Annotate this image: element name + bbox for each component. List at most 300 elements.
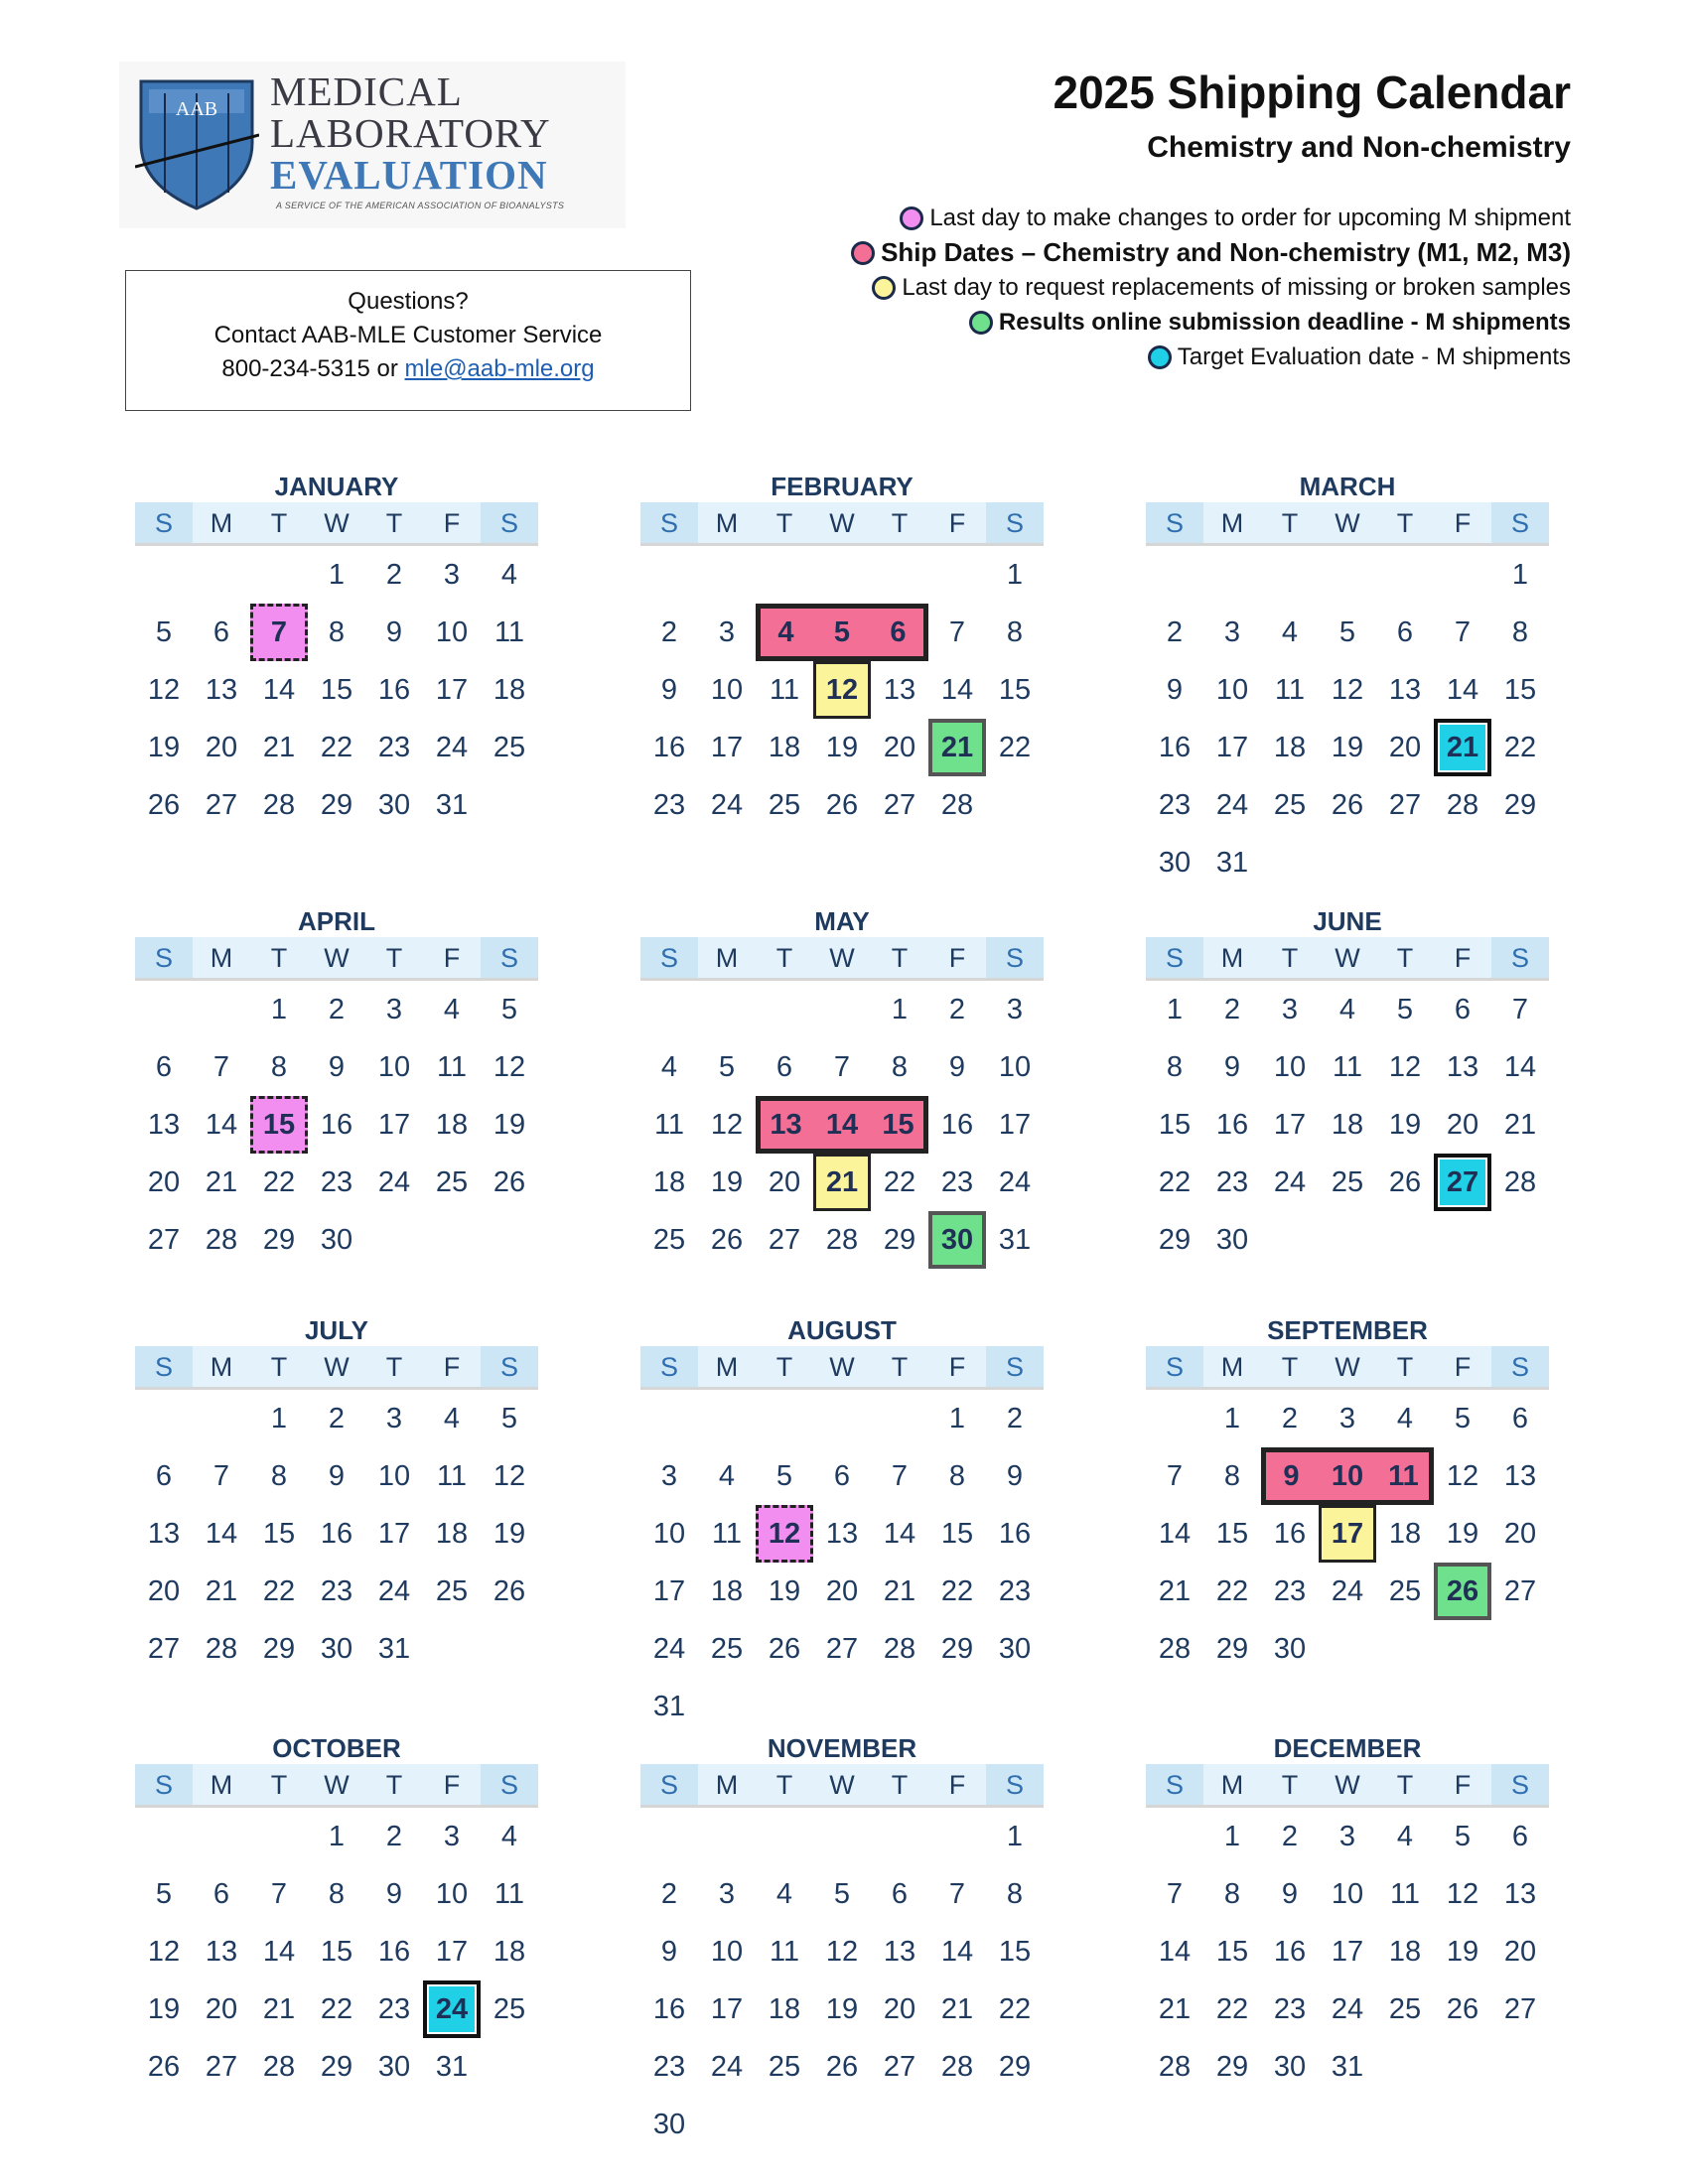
weekday-label: M bbox=[715, 1770, 739, 1800]
empty-cell bbox=[481, 1211, 538, 1269]
day-grid bbox=[135, 1390, 538, 1678]
day-cell: 28 bbox=[262, 2051, 296, 2083]
weekday-header bbox=[640, 502, 1044, 546]
day-cell: 8 bbox=[328, 616, 346, 648]
day-cell: 16 bbox=[1158, 732, 1192, 763]
day-cell: 30 bbox=[1273, 1633, 1307, 1665]
day-cell: 16 bbox=[1215, 1109, 1249, 1141]
day-cell: 28 bbox=[205, 1633, 238, 1665]
day-cell: 23 bbox=[652, 2051, 686, 2083]
day-cell: 6 bbox=[1396, 616, 1414, 648]
weekday-label: M bbox=[715, 508, 739, 538]
day-cell: 27 bbox=[205, 789, 238, 821]
weekday-label: F bbox=[1454, 1352, 1472, 1382]
day-grid bbox=[135, 981, 538, 1269]
empty-cell bbox=[640, 981, 698, 1038]
day-cell-red: 4 bbox=[756, 604, 813, 661]
svg-text:AAB: AAB bbox=[175, 98, 218, 120]
weekday-label: S bbox=[640, 937, 698, 978]
weekday-label: S bbox=[640, 1346, 698, 1387]
weekday-label: M bbox=[210, 943, 233, 973]
day-cell: 14 bbox=[205, 1518, 238, 1550]
weekday-label: S bbox=[1146, 502, 1203, 543]
week-row bbox=[640, 776, 1044, 834]
empty-cell bbox=[756, 1678, 813, 1735]
day-cell: 3 bbox=[385, 1403, 403, 1434]
day-cell: 15 bbox=[940, 1518, 974, 1550]
day-cell: 5 bbox=[833, 1878, 851, 1910]
empty-cell bbox=[423, 1211, 481, 1269]
day-cell: 4 bbox=[775, 1878, 793, 1910]
day-cell: 27 bbox=[147, 1224, 181, 1256]
day-cell-yellow: 12 bbox=[813, 661, 871, 719]
empty-cell bbox=[1261, 1211, 1319, 1269]
day-cell: 1 bbox=[948, 1403, 966, 1434]
empty-cell bbox=[756, 981, 813, 1038]
day-cell: 29 bbox=[262, 1224, 296, 1256]
day-cell: 7 bbox=[1166, 1460, 1184, 1492]
weekday-label: T bbox=[270, 1352, 288, 1382]
empty-cell bbox=[928, 1808, 986, 1865]
day-cell: 16 bbox=[1273, 1936, 1307, 1968]
day-cell: 19 bbox=[825, 732, 859, 763]
day-cell: 6 bbox=[775, 1051, 793, 1083]
day-cell: 4 bbox=[500, 1821, 518, 1852]
day-cell: 7 bbox=[1166, 1878, 1184, 1910]
legend-label: Last day to make changes to order for upcoming M shipment bbox=[929, 204, 1571, 231]
week-row bbox=[1146, 1211, 1549, 1269]
week-row bbox=[640, 719, 1044, 776]
day-cell: 18 bbox=[1388, 1518, 1422, 1550]
weekday-label: S bbox=[481, 1764, 538, 1805]
day-cell: 2 bbox=[328, 994, 346, 1025]
day-cell: 25 bbox=[435, 1166, 469, 1198]
day-cell-yellow: 17 bbox=[1319, 1505, 1376, 1563]
day-cell: 4 bbox=[1338, 994, 1356, 1025]
day-cell: 16 bbox=[998, 1518, 1032, 1550]
day-cell: 27 bbox=[1503, 1993, 1537, 2025]
day-cell: 3 bbox=[385, 994, 403, 1025]
day-cell: 24 bbox=[435, 732, 469, 763]
empty-cell bbox=[365, 1211, 423, 1269]
day-cell: 18 bbox=[492, 1936, 526, 1968]
day-cell: 30 bbox=[1273, 2051, 1307, 2083]
day-cell: 5 bbox=[1396, 994, 1414, 1025]
week-row bbox=[640, 1390, 1044, 1447]
day-cell: 25 bbox=[492, 732, 526, 763]
week-row bbox=[135, 1211, 538, 1269]
week-row bbox=[640, 1096, 1044, 1154]
weekday-label: S bbox=[481, 502, 538, 543]
day-cell: 18 bbox=[1273, 732, 1307, 763]
day-cell: 1 bbox=[328, 1821, 346, 1852]
weekday-label: M bbox=[715, 1352, 739, 1382]
empty-cell bbox=[1376, 1620, 1434, 1678]
day-cell: 24 bbox=[377, 1166, 411, 1198]
day-grid bbox=[1146, 1390, 1549, 1678]
day-cell: 23 bbox=[998, 1575, 1032, 1607]
day-cell-cyan: 21 bbox=[1434, 719, 1491, 776]
week-row bbox=[135, 1447, 538, 1505]
weekday-label: T bbox=[1396, 508, 1414, 538]
day-cell: 13 bbox=[147, 1109, 181, 1141]
day-cell: 18 bbox=[652, 1166, 686, 1198]
day-cell: 20 bbox=[883, 1993, 916, 2025]
day-cell: 13 bbox=[825, 1518, 859, 1550]
day-cell: 5 bbox=[1338, 616, 1356, 648]
empty-cell bbox=[871, 1390, 928, 1447]
day-cell: 5 bbox=[155, 616, 173, 648]
day-cell: 7 bbox=[891, 1460, 909, 1492]
weekday-label: S bbox=[135, 1346, 193, 1387]
day-cell: 29 bbox=[320, 2051, 353, 2083]
day-cell: 19 bbox=[768, 1575, 801, 1607]
day-cell: 25 bbox=[1388, 1993, 1422, 2025]
day-cell: 8 bbox=[270, 1051, 288, 1083]
legend bbox=[851, 201, 1571, 374]
weekday-label: W bbox=[1335, 1770, 1360, 1800]
day-cell: 1 bbox=[1223, 1403, 1241, 1434]
weekday-label: W bbox=[324, 1770, 350, 1800]
day-cell: 14 bbox=[940, 1936, 974, 1968]
day-cell: 9 bbox=[1281, 1878, 1299, 1910]
weekday-label: T bbox=[1396, 1770, 1414, 1800]
weekday-label: M bbox=[715, 943, 739, 973]
empty-cell bbox=[1376, 834, 1434, 891]
weekday-label: W bbox=[324, 508, 350, 538]
day-grid bbox=[135, 1808, 538, 2096]
weekday-label: T bbox=[270, 943, 288, 973]
day-cell: 15 bbox=[1215, 1936, 1249, 1968]
weekday-header bbox=[1146, 1764, 1549, 1808]
day-cell: 15 bbox=[320, 674, 353, 706]
day-cell: 11 bbox=[493, 616, 525, 648]
day-grid bbox=[1146, 1808, 1549, 2096]
day-cell: 11 bbox=[1274, 674, 1306, 706]
week-row bbox=[1146, 604, 1549, 661]
day-cell: 25 bbox=[1273, 789, 1307, 821]
legend-label: Ship Dates – Chemistry and Non-chemistry (M1, M2, M3) bbox=[881, 237, 1571, 267]
empty-cell bbox=[135, 1808, 193, 1865]
day-grid bbox=[1146, 981, 1549, 1269]
day-cell: 1 bbox=[891, 994, 909, 1025]
empty-cell bbox=[193, 981, 250, 1038]
weekday-label: M bbox=[1220, 1770, 1244, 1800]
day-cell: 22 bbox=[1215, 1993, 1249, 2025]
weekday-label: F bbox=[1454, 1770, 1472, 1800]
empty-cell bbox=[640, 1808, 698, 1865]
day-cell: 11 bbox=[1389, 1878, 1421, 1910]
day-cell: 17 bbox=[652, 1575, 686, 1607]
day-cell: 8 bbox=[891, 1051, 909, 1083]
day-cell: 22 bbox=[1215, 1575, 1249, 1607]
day-cell: 29 bbox=[1158, 1224, 1192, 1256]
day-cell: 13 bbox=[1446, 1051, 1479, 1083]
weekday-header bbox=[1146, 502, 1549, 546]
month-name: NOVEMBER bbox=[767, 1733, 917, 1763]
cyan-circle-icon bbox=[1148, 345, 1172, 369]
day-cell: 1 bbox=[1223, 1821, 1241, 1852]
day-cell: 26 bbox=[825, 789, 859, 821]
day-cell: 21 bbox=[205, 1166, 238, 1198]
empty-cell bbox=[1491, 1620, 1549, 1678]
day-cell: 12 bbox=[1446, 1460, 1479, 1492]
day-cell: 24 bbox=[710, 789, 744, 821]
weekday-label: T bbox=[1281, 508, 1299, 538]
weekday-label: W bbox=[829, 508, 855, 538]
day-cell: 26 bbox=[710, 1224, 744, 1256]
day-cell: 25 bbox=[652, 1224, 686, 1256]
day-cell-cyan: 27 bbox=[1434, 1154, 1491, 1211]
weekday-label: S bbox=[986, 937, 1044, 978]
weekday-label: S bbox=[986, 1764, 1044, 1805]
day-cell: 14 bbox=[1158, 1936, 1192, 1968]
empty-cell bbox=[1491, 1211, 1549, 1269]
day-cell: 20 bbox=[205, 1993, 238, 2025]
day-cell: 26 bbox=[768, 1633, 801, 1665]
weekday-label: T bbox=[1396, 943, 1414, 973]
weekday-label: F bbox=[443, 1770, 461, 1800]
day-cell-red: 9 bbox=[1261, 1447, 1319, 1505]
week-row bbox=[1146, 1865, 1549, 1923]
empty-cell bbox=[871, 2096, 928, 2153]
day-cell: 17 bbox=[435, 674, 469, 706]
weekday-label: T bbox=[891, 1770, 909, 1800]
weekday-label: W bbox=[829, 943, 855, 973]
day-cell: 23 bbox=[1158, 789, 1192, 821]
day-cell: 13 bbox=[205, 674, 238, 706]
day-cell: 19 bbox=[1331, 732, 1364, 763]
month-june bbox=[1146, 905, 1549, 1269]
day-cell: 30 bbox=[652, 2109, 686, 2140]
week-row bbox=[640, 1563, 1044, 1620]
day-cell: 23 bbox=[320, 1166, 353, 1198]
week-row bbox=[1146, 1096, 1549, 1154]
day-cell: 11 bbox=[436, 1460, 468, 1492]
empty-cell bbox=[1203, 546, 1261, 604]
weekday-label: F bbox=[443, 1352, 461, 1382]
empty-cell bbox=[250, 1808, 308, 1865]
empty-cell bbox=[871, 1678, 928, 1735]
weekday-label: T bbox=[1281, 1352, 1299, 1382]
day-cell: 27 bbox=[883, 2051, 916, 2083]
day-cell: 9 bbox=[385, 1878, 403, 1910]
day-cell: 3 bbox=[660, 1460, 678, 1492]
day-cell: 16 bbox=[320, 1109, 353, 1141]
day-cell-yellow: 21 bbox=[813, 1154, 871, 1211]
week-row bbox=[1146, 1923, 1549, 1980]
week-row bbox=[640, 1154, 1044, 1211]
empty-cell bbox=[1491, 834, 1549, 891]
day-cell: 30 bbox=[377, 2051, 411, 2083]
day-cell: 4 bbox=[718, 1460, 736, 1492]
week-row bbox=[640, 981, 1044, 1038]
weekday-label: F bbox=[443, 508, 461, 538]
week-row bbox=[1146, 776, 1549, 834]
day-grid bbox=[135, 546, 538, 834]
day-cell: 6 bbox=[212, 1878, 230, 1910]
day-cell: 19 bbox=[147, 732, 181, 763]
day-cell: 30 bbox=[1215, 1224, 1249, 1256]
empty-cell bbox=[1261, 834, 1319, 891]
weekday-label: S bbox=[135, 502, 193, 543]
empty-cell bbox=[698, 546, 756, 604]
weekday-label: S bbox=[135, 937, 193, 978]
day-cell: 12 bbox=[147, 674, 181, 706]
day-cell: 29 bbox=[320, 789, 353, 821]
day-cell: 30 bbox=[1158, 847, 1192, 879]
legend-label: Last day to request replacements of missing or broken samples bbox=[902, 273, 1571, 301]
day-cell: 26 bbox=[1388, 1166, 1422, 1198]
day-cell: 27 bbox=[205, 2051, 238, 2083]
week-row bbox=[1146, 719, 1549, 776]
day-cell: 10 bbox=[1273, 1051, 1307, 1083]
weekday-label: F bbox=[1454, 508, 1472, 538]
day-cell-red: 14 bbox=[813, 1096, 871, 1154]
day-cell: 3 bbox=[1338, 1403, 1356, 1434]
week-row bbox=[640, 604, 1044, 661]
day-cell: 30 bbox=[320, 1633, 353, 1665]
empty-cell bbox=[756, 1390, 813, 1447]
month-name: APRIL bbox=[298, 906, 375, 936]
day-cell: 5 bbox=[500, 1403, 518, 1434]
legend-item-pink bbox=[851, 201, 1571, 235]
day-cell: 29 bbox=[998, 2051, 1032, 2083]
weekday-label: S bbox=[135, 1764, 193, 1805]
month-april bbox=[135, 905, 538, 1269]
month-august bbox=[640, 1314, 1044, 1735]
day-cell-cyan: 24 bbox=[423, 1980, 481, 2038]
day-cell: 17 bbox=[377, 1109, 411, 1141]
day-cell: 28 bbox=[205, 1224, 238, 1256]
day-cell: 20 bbox=[1446, 1109, 1479, 1141]
empty-cell bbox=[1434, 1211, 1491, 1269]
legend-item-cyan bbox=[851, 340, 1571, 374]
day-cell: 4 bbox=[1396, 1821, 1414, 1852]
day-cell: 13 bbox=[205, 1936, 238, 1968]
day-cell: 6 bbox=[891, 1878, 909, 1910]
day-cell: 28 bbox=[883, 1633, 916, 1665]
day-cell: 25 bbox=[768, 2051, 801, 2083]
day-cell: 22 bbox=[320, 732, 353, 763]
day-cell: 5 bbox=[500, 994, 518, 1025]
day-cell: 11 bbox=[653, 1109, 685, 1141]
day-cell: 1 bbox=[270, 1403, 288, 1434]
day-cell: 28 bbox=[940, 2051, 974, 2083]
month-name: AUGUST bbox=[787, 1315, 897, 1345]
week-row bbox=[1146, 1505, 1549, 1563]
day-cell: 13 bbox=[883, 674, 916, 706]
day-cell: 23 bbox=[940, 1166, 974, 1198]
week-row bbox=[640, 546, 1044, 604]
empty-cell bbox=[756, 2096, 813, 2153]
day-cell: 24 bbox=[998, 1166, 1032, 1198]
day-cell: 16 bbox=[377, 1936, 411, 1968]
empty-cell bbox=[481, 776, 538, 834]
day-cell: 10 bbox=[710, 674, 744, 706]
day-cell: 21 bbox=[1158, 1993, 1192, 2025]
weekday-label: W bbox=[1335, 1352, 1360, 1382]
day-cell: 4 bbox=[1396, 1403, 1414, 1434]
day-cell: 13 bbox=[883, 1936, 916, 1968]
empty-cell bbox=[928, 1678, 986, 1735]
week-row bbox=[640, 1865, 1044, 1923]
day-cell: 18 bbox=[435, 1518, 469, 1550]
day-cell: 6 bbox=[833, 1460, 851, 1492]
day-cell: 17 bbox=[377, 1518, 411, 1550]
empty-cell bbox=[698, 1678, 756, 1735]
email-link[interactable]: mle@aab-mle.org bbox=[404, 355, 595, 382]
day-cell: 22 bbox=[883, 1166, 916, 1198]
week-row bbox=[135, 1563, 538, 1620]
day-cell: 28 bbox=[1503, 1166, 1537, 1198]
empty-cell bbox=[1146, 1390, 1203, 1447]
day-cell: 26 bbox=[147, 789, 181, 821]
month-name: FEBRUARY bbox=[771, 472, 914, 501]
day-cell: 29 bbox=[940, 1633, 974, 1665]
week-row bbox=[135, 1505, 538, 1563]
empty-cell bbox=[1491, 2038, 1549, 2096]
day-cell: 5 bbox=[718, 1051, 736, 1083]
day-cell: 26 bbox=[825, 2051, 859, 2083]
day-grid bbox=[640, 546, 1044, 834]
weekday-label: T bbox=[385, 1770, 403, 1800]
day-cell: 18 bbox=[1331, 1109, 1364, 1141]
weekday-header bbox=[640, 937, 1044, 981]
day-cell: 27 bbox=[1388, 789, 1422, 821]
day-cell: 18 bbox=[1388, 1936, 1422, 1968]
day-cell-red: 5 bbox=[813, 604, 871, 661]
day-cell: 3 bbox=[1281, 994, 1299, 1025]
day-cell: 21 bbox=[205, 1575, 238, 1607]
day-cell: 9 bbox=[385, 616, 403, 648]
day-cell: 31 bbox=[435, 789, 469, 821]
week-row bbox=[135, 1923, 538, 1980]
empty-cell bbox=[423, 1620, 481, 1678]
day-cell-pink: 12 bbox=[756, 1505, 813, 1563]
day-cell: 24 bbox=[1331, 1575, 1364, 1607]
month-july bbox=[135, 1314, 538, 1678]
yellow-circle-icon bbox=[872, 276, 896, 300]
day-cell: 8 bbox=[1511, 616, 1529, 648]
day-cell: 15 bbox=[262, 1518, 296, 1550]
day-cell: 8 bbox=[948, 1460, 966, 1492]
month-may bbox=[640, 905, 1044, 1269]
week-row bbox=[640, 1808, 1044, 1865]
logo-tagline: A SERVICE OF THE AMERICAN ASSOCIATION OF BIOANALYSTS bbox=[276, 201, 565, 210]
day-cell: 2 bbox=[1223, 994, 1241, 1025]
weekday-label: F bbox=[443, 943, 461, 973]
weekday-label: T bbox=[1396, 1352, 1414, 1382]
day-cell: 26 bbox=[147, 2051, 181, 2083]
day-cell: 22 bbox=[1503, 732, 1537, 763]
day-cell: 13 bbox=[147, 1518, 181, 1550]
week-row bbox=[135, 1808, 538, 1865]
empty-cell bbox=[813, 981, 871, 1038]
day-cell: 16 bbox=[652, 1993, 686, 2025]
day-cell: 7 bbox=[833, 1051, 851, 1083]
day-cell: 2 bbox=[385, 1821, 403, 1852]
weekday-label: W bbox=[829, 1770, 855, 1800]
day-cell: 6 bbox=[155, 1460, 173, 1492]
day-cell: 14 bbox=[1503, 1051, 1537, 1083]
legend-label: Results online submission deadline - M shipments bbox=[998, 308, 1571, 336]
weekday-label: S bbox=[1146, 937, 1203, 978]
week-row bbox=[135, 1620, 538, 1678]
week-row bbox=[135, 1154, 538, 1211]
weekday-label: T bbox=[1281, 1770, 1299, 1800]
page-title: 2025 Shipping Calendar bbox=[1053, 67, 1571, 118]
